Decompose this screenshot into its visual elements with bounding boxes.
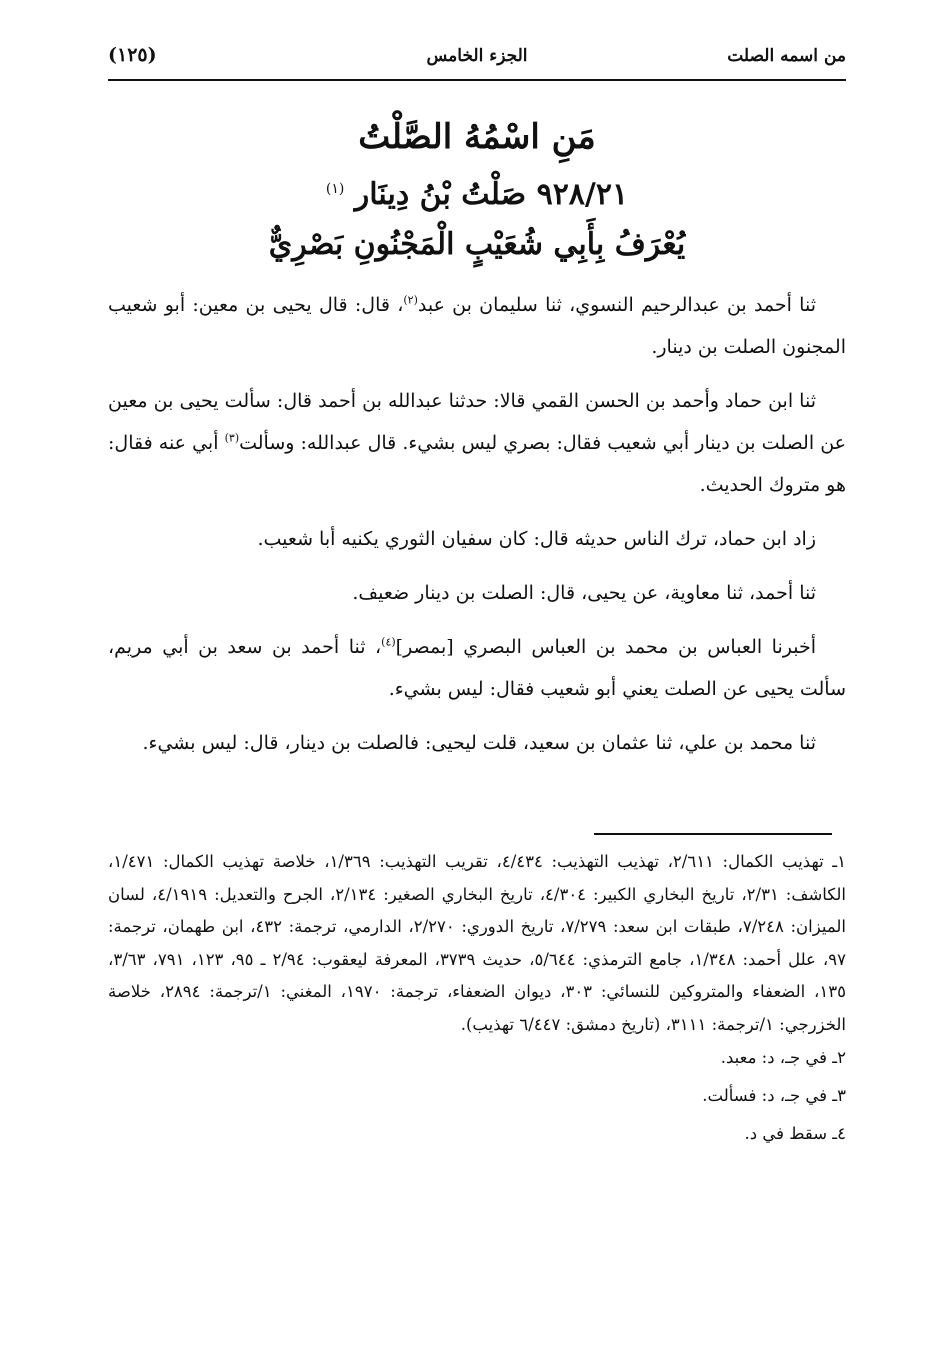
paragraph-text: ثنا أحمد، ثنا معاوية، عن يحيى، قال: الصلت بن دينار ضعيف. [352, 582, 816, 604]
paragraph [108, 518, 846, 560]
page-number: (١٢٥) [108, 44, 157, 66]
footnote: ٣ـ في جـ، د: فسألت. [702, 1086, 846, 1105]
paragraph-text: زاد ابن حماد، ترك الناس حديثه قال: كان سفيان الثوري يكنيه أبا شعيب. [257, 528, 816, 550]
header-volume: الجزء الخامس [426, 46, 528, 66]
paragraph [108, 284, 846, 368]
footnote-ref: (٢) [403, 293, 418, 307]
paragraph-text: ثنا محمد بن علي، ثنا عثمان بن سعيد، قلت ليحيى: فالصلت بن دينار، قال: ليس بشيء. [142, 732, 816, 754]
paragraph-text: أخبرنا العباس بن محمد بن العباس البصري [بمصر] [395, 636, 816, 658]
paragraph-text: ، قال: قال يحيى بن معين: أبو شعيب المجنون الصلت بن دينار. [108, 294, 846, 358]
footnote-ref: (٣) [224, 431, 240, 445]
footnote-ref: (١) [325, 181, 345, 197]
footnote-rule [594, 833, 832, 835]
entry-heading-text: ٩٢٨/٢١ صَلْتُ بْنُ دِينَار [354, 177, 629, 212]
section-heading: مَنِ اسْمُهُ الصَّلْتُ [358, 117, 596, 157]
footnote-ref: (٤) [381, 635, 396, 649]
kunya-line: يُعْرَفُ بِأَبِي شُعَيْبٍ الْمَجْنُونِ بَصْرِيٌّ [268, 227, 686, 262]
title-block [108, 112, 846, 272]
paragraph-text: ثنا أحمد بن عبدالرحيم النسوي، ثنا سليمان بن عبد [417, 294, 816, 316]
footnotes [108, 846, 846, 1156]
running-header [108, 40, 846, 80]
paragraph-text: أبي عنه فقال: هو متروك الحديث. [108, 432, 846, 496]
footnote: ١ـ تهذيب الكمال: ٢/٦١١، تهذيب التهذيب: ٤/٤٣٤، تقريب التهذيب: ١/٣٦٩، خلاصة تهذيب الكمال: ١/٤٧١، الكاشف: ٢/٣١، تاريخ البخاري الكبير: ٤/٣٠٤، تاريخ البخاري الصغير: ٢/١٣٤، الجرح والتعديل: ٤/١٩١٩، لسان الميزان: ٧/٢٤٨، طبقات ابن سعد: ٧/٢٧٩، تاريخ الدوري: ٢/٢٧٠، الدارمي، ترجمة: ٤٣٢، ابن طهمان، ترجمة: ٩٧، علل أحمد: ١/٣٤٨، جامع الترمذي: ٥/٦٤٤، حديث ٣٧٣٩، المعرفة ليعقوب: ٢/٩٤ ـ ٩٥، ١٢٣، ٧٩١، ٣/٦٣، ١٣٥، الضعفاء والمتروكين للنسائي: ٣٠٣، ديوان الضعفاء، ترجمة: ١٩٧٠، المغني: ١/ترجمة: ٢٨٩٤، خلاصة الخزرجي: ١/ترجمة: ٣١١١، (تاريخ دمشق: ٦/٤٤٧ تهذيب). [108, 852, 847, 1034]
paragraph [108, 572, 846, 614]
paragraph [108, 626, 846, 710]
header-rule [108, 79, 846, 81]
paragraph [108, 722, 846, 764]
entry-heading [108, 166, 846, 222]
footnote: ٢ـ في جـ، د: معبد. [720, 1048, 846, 1067]
header-section-name: من اسمه الصلت [727, 46, 846, 66]
paragraph-text: ثنا ابن حماد وأحمد بن الحسن القمي قالا: حدثنا عبدالله بن أحمد قال: سألت يحيى بن معين عن الصلت بن دينار أبي شعيب فقال: بصري ليس بشيء. قال عبدالله: وسألت [108, 390, 847, 454]
body-text [108, 284, 846, 776]
paragraph-text: ، ثنا أحمد بن سعد بن أبي مريم، سألت يحيى عن الصلت يعني أبو شعيب فقال: ليس بشيء. [108, 636, 846, 700]
footnote: ٤ـ سقط في د. [744, 1124, 846, 1143]
paragraph [108, 380, 846, 506]
